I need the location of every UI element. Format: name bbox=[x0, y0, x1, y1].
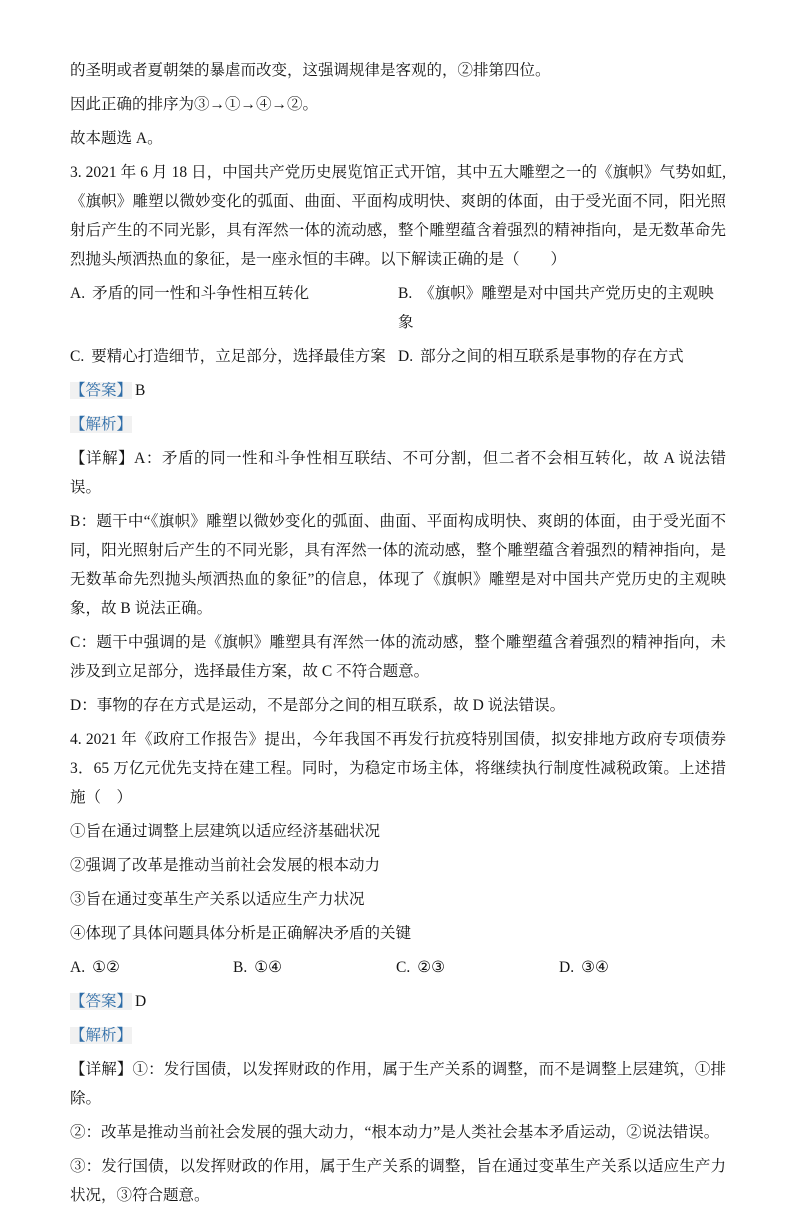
option-label: C. bbox=[396, 959, 411, 976]
option-label: C. bbox=[70, 348, 85, 365]
answer-tag: 【答案】 bbox=[70, 993, 133, 1010]
detail-tag: 【详解】 bbox=[70, 1061, 133, 1078]
detail-text: ①：发行国债，以发挥财政的作用，属于生产关系的调整，而不是调整上层建筑，①排除。 bbox=[70, 1061, 726, 1107]
question4-option-c bbox=[396, 953, 559, 982]
option-text: ①② bbox=[92, 959, 120, 976]
question4-option-a bbox=[70, 953, 233, 982]
question3-detail-c: C：题干中强调的是《旗帜》雕塑具有浑然一体的流动感，整个雕塑蕴含着强烈的精神指向，未涉及到立足部分，选择最佳方案，故 C 不符合题意。 bbox=[70, 634, 726, 680]
question4-analysis-line bbox=[70, 1021, 726, 1050]
question3-answer-letter: B bbox=[135, 382, 146, 399]
question3-detail-a bbox=[70, 444, 726, 502]
option-label: D. bbox=[559, 959, 575, 976]
question4-detail-2: ②：改革是推动当前社会发展的强大动力，“根本动力”是人类社会基本矛盾运动，②说法错误。 bbox=[70, 1124, 720, 1141]
analysis-tag: 【解析】 bbox=[70, 1027, 133, 1044]
question4-statement-4: ④体现了具体问题具体分析是正确解决矛盾的关键 bbox=[70, 925, 412, 942]
prev-explanation-line: 的圣明或者夏朝桀的暴虐而改变，这强调规律是客观的，②排第四位。 bbox=[70, 62, 551, 79]
question3-option-a bbox=[70, 279, 398, 337]
option-label: A. bbox=[70, 285, 86, 302]
question4-detail-1 bbox=[70, 1055, 726, 1113]
question3-option-c bbox=[70, 342, 398, 371]
question4-answer-line bbox=[70, 987, 726, 1016]
option-text: 要精心打造细节，立足部分，选择最佳方案 bbox=[91, 348, 386, 365]
detail-tag: 【详解】 bbox=[70, 450, 135, 467]
question3-detail-b: B：题干中“《旗帜》雕塑以微妙变化的弧面、曲面、平面构成明快、爽朗的体面，由于受光面不同，阳光照射后产生的不同光影，具有浑然一体的流动感，整个雕塑蕴含着强烈的精神指向，是无数革命先烈抛头颅洒热血的象征”的信息，体现了《旗帜》雕塑是对中国共产党历史的主观映象，故 B 说法正确。 bbox=[70, 513, 726, 617]
question4-statement-2: ②强调了改革是推动当前社会发展的根本动力 bbox=[70, 857, 381, 874]
answer-tag: 【答案】 bbox=[70, 382, 133, 399]
analysis-tag: 【解析】 bbox=[70, 416, 133, 433]
option-text: ②③ bbox=[417, 959, 446, 976]
option-text: 矛盾的同一性和斗争性相互转化 bbox=[92, 285, 310, 302]
option-text: 《旗帜》雕塑是对中国共产党历史的主观映象 bbox=[398, 285, 714, 331]
question4-statement-1: ①旨在通过调整上层建筑以适应经济基础状况 bbox=[70, 823, 381, 840]
question3-options-row-2 bbox=[70, 342, 726, 371]
question4-answer-letter: D bbox=[135, 993, 147, 1010]
prev-explanation-order-line: 因此正确的排序为③→①→④→②。 bbox=[70, 96, 319, 113]
question4-stem: 4. 2021 年《政府工作报告》提出，今年我国不再发行抗疫特别国债，拟安排地方政府专项债券 3．65 万亿元优先支持在建工程。同时，为稳定市场主体，将继续执行制度性减税政策。上述措施（ ） bbox=[70, 731, 726, 806]
question4-option-b bbox=[233, 953, 396, 982]
option-text: ①④ bbox=[254, 959, 283, 976]
prev-explanation-choice-line: 故本题选 A。 bbox=[70, 130, 163, 147]
option-text: 部分之间的相互联系是事物的存在方式 bbox=[420, 348, 684, 365]
option-label: B. bbox=[233, 959, 248, 976]
option-text: ③④ bbox=[581, 959, 609, 976]
option-label: D. bbox=[398, 348, 414, 365]
option-label: B. bbox=[398, 285, 413, 302]
option-label: A. bbox=[70, 959, 86, 976]
question4-detail-3: ③：发行国债，以发挥财政的作用，属于生产关系的调整，旨在通过变革生产关系以适应生产力状况，③符合题意。 bbox=[70, 1158, 726, 1204]
question3-options-row-1 bbox=[70, 279, 726, 337]
question3-stem: 3. 2021 年 6 月 18 日，中国共产党历史展览馆正式开馆，其中五大雕塑之一的《旗帜》气势如虹,《旗帜》雕塑以微妙变化的弧面、曲面、平面构成明快、爽朗的体面，由于受光面不同，阳光照射后产生的不同光影，具有浑然一体的流动感，整个雕塑蕴含着强烈的精神指向，是无数革命先烈抛头颅洒热血的象征，是一座永恒的丰碑。以下解读正确的是（ ） bbox=[70, 164, 726, 268]
question4-options-row bbox=[70, 953, 726, 982]
question4-option-d bbox=[559, 953, 726, 982]
question3-detail-d: D：事物的存在方式是运动，不是部分之间的相互联系，故 D 说法错误。 bbox=[70, 697, 566, 714]
question3-option-b bbox=[398, 279, 726, 337]
question3-answer-line bbox=[70, 376, 726, 405]
question3-analysis-line bbox=[70, 410, 726, 439]
question4-statement-3: ③旨在通过变革生产关系以适应生产力状况 bbox=[70, 891, 365, 908]
detail-text: A：矛盾的同一性和斗争性相互联结、不可分割，但二者不会相互转化，故 A 说法错误。 bbox=[70, 450, 726, 496]
question3-option-d bbox=[398, 342, 726, 371]
